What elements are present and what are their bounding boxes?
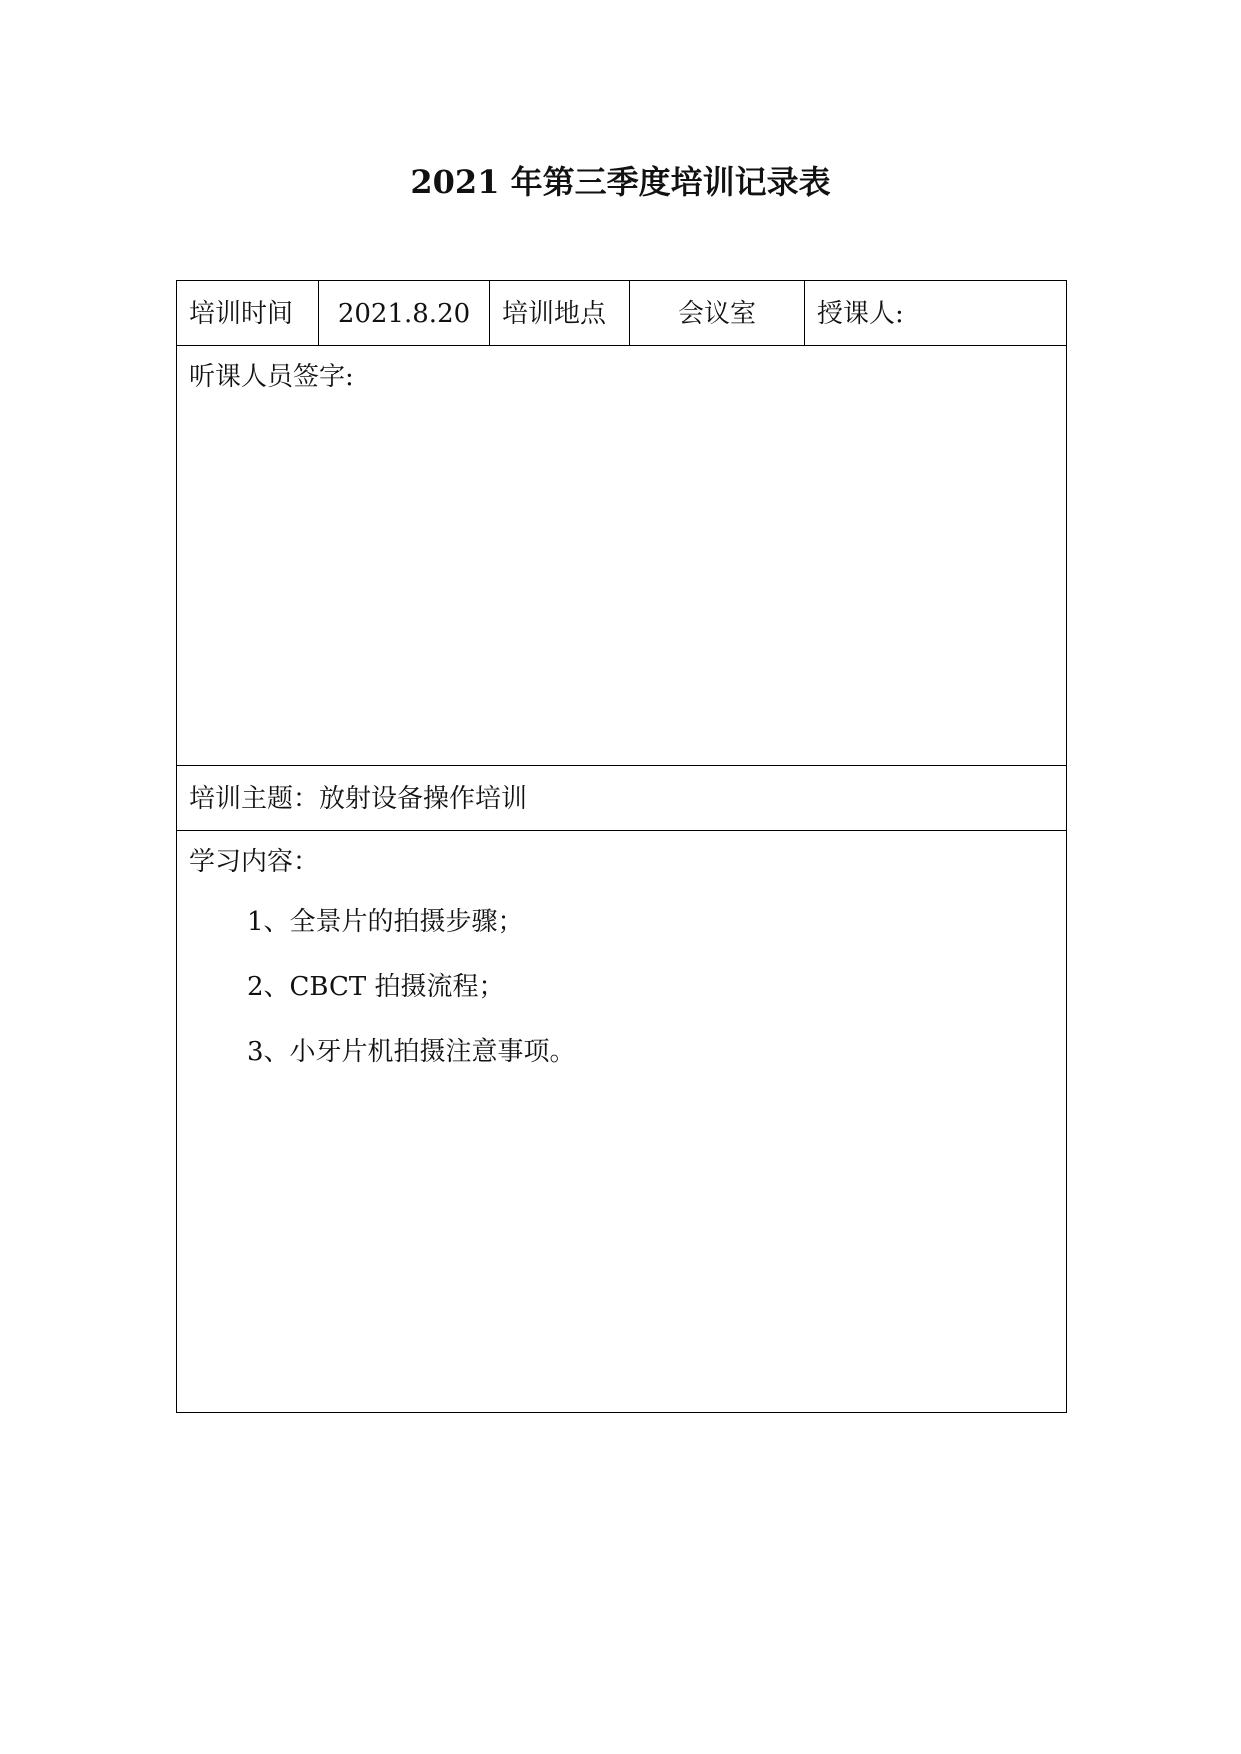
attendees-label: 听课人员签字:: [189, 362, 354, 392]
topic-row: [177, 766, 1067, 831]
content-row: [177, 831, 1067, 1413]
learning-content-cell: [177, 831, 1067, 1413]
content-item: 1、全景片的拍摄步骤；: [247, 907, 524, 937]
attendees-row: [177, 346, 1067, 766]
training-info-row: [177, 281, 1067, 346]
training-place-value: 会议室: [630, 281, 805, 346]
learning-content-label: 学习内容：: [189, 847, 320, 877]
training-topic: 培训主题：放射设备操作培训: [177, 766, 1067, 831]
training-record-table: [176, 280, 1067, 1413]
training-time-label: 培训时间: [177, 281, 319, 346]
attendees-signature-field[interactable]: [177, 346, 1067, 766]
training-time-value: 2021.8.20: [319, 281, 490, 346]
content-item: 3、小牙片机拍摄注意事项。: [247, 1037, 576, 1067]
learning-content-list: [189, 905, 1066, 1069]
lecturer-field[interactable]: 授课人:: [805, 281, 1067, 346]
training-place-label: 培训地点: [490, 281, 630, 346]
page-title: 2021 年第三季度培训记录表: [410, 163, 831, 201]
content-item: 2、CBCT 拍摄流程；: [247, 972, 505, 1002]
